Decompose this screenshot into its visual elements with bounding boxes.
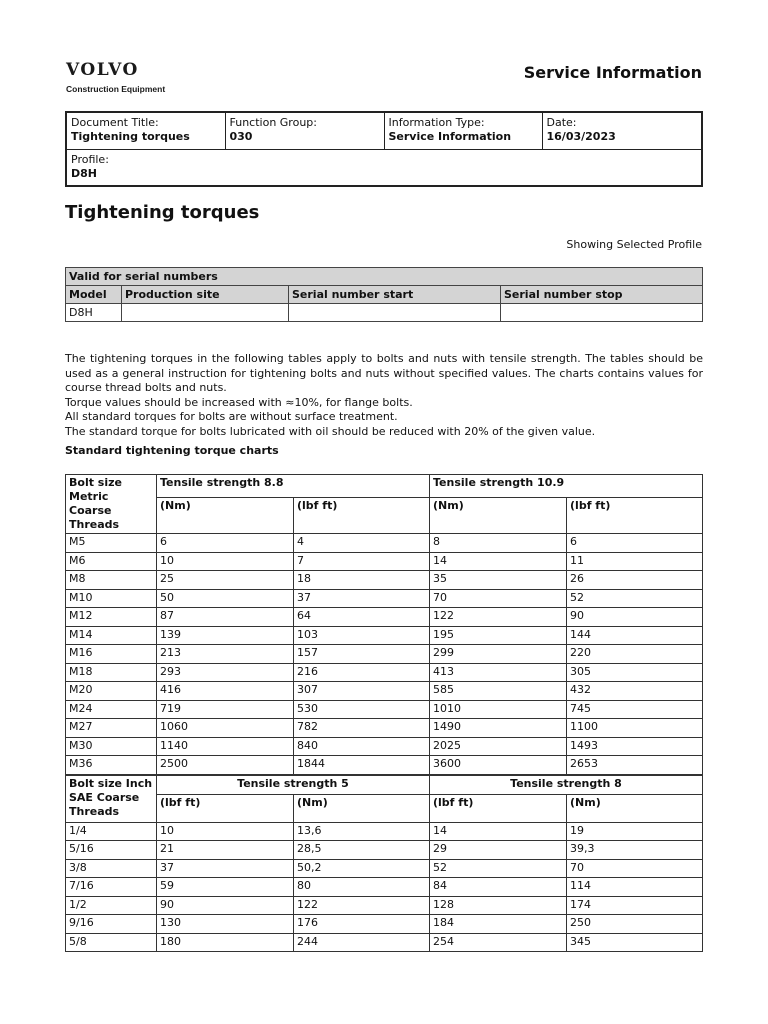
page-title: Tightening torques bbox=[65, 202, 260, 223]
logo-subtitle: Construction Equipment bbox=[66, 84, 166, 94]
bolt-size-cell: 3/8 bbox=[66, 859, 157, 878]
date-label: Date: bbox=[546, 116, 577, 129]
bolt-size-cell: M36 bbox=[66, 756, 157, 775]
logo-wordmark: VOLVO bbox=[66, 60, 139, 80]
torque-value-cell: 50,2 bbox=[294, 859, 430, 878]
torque-value-cell: 299 bbox=[430, 645, 567, 664]
inch-table-row bbox=[66, 859, 703, 878]
bolt-size-cell: M18 bbox=[66, 663, 157, 682]
torque-value-cell: 37 bbox=[157, 859, 294, 878]
torque-value-cell: 70 bbox=[567, 859, 703, 878]
torque-value-cell: 21 bbox=[157, 841, 294, 860]
metric-table-row bbox=[66, 756, 703, 775]
torque-value-cell: 70 bbox=[430, 589, 567, 608]
bolt-size-cell: 5/16 bbox=[66, 841, 157, 860]
torque-value-cell: 1060 bbox=[157, 719, 294, 738]
bolt-size-cell: M5 bbox=[66, 534, 157, 553]
bolt-size-cell: 5/8 bbox=[66, 933, 157, 952]
torque-value-cell: 13,6 bbox=[294, 822, 430, 841]
torque-value-cell: 122 bbox=[430, 608, 567, 627]
intro-paragraph: The tightening torques in the following tables apply to bolts and nuts with tensile strength. The tables should be used as a general instruction for tightening bolts and nuts without specified values. The charts contains values for course thread bolts and nuts. bbox=[65, 352, 703, 394]
torque-value-cell: 6 bbox=[157, 534, 294, 553]
torque-value-cell: 293 bbox=[157, 663, 294, 682]
torque-value-cell: 50 bbox=[157, 589, 294, 608]
torque-value-cell: 6 bbox=[567, 534, 703, 553]
serial-numbers-table bbox=[65, 267, 703, 322]
metric-unit-header: (Nm) bbox=[430, 498, 567, 534]
torque-value-cell: 28,5 bbox=[294, 841, 430, 860]
torque-value-cell: 180 bbox=[157, 933, 294, 952]
torque-value-cell: 80 bbox=[294, 878, 430, 897]
torque-value-cell: 103 bbox=[294, 626, 430, 645]
torque-value-cell: 1010 bbox=[430, 700, 567, 719]
metric-unit-header: (Nm) bbox=[157, 498, 294, 534]
torque-value-cell: 19 bbox=[567, 822, 703, 841]
profile-label: Profile: bbox=[71, 152, 109, 166]
torque-value-cell: 305 bbox=[567, 663, 703, 682]
torque-value-cell: 782 bbox=[294, 719, 430, 738]
torque-value-cell: 25 bbox=[157, 571, 294, 590]
inch-table-row bbox=[66, 896, 703, 915]
torque-value-cell: 14 bbox=[430, 822, 567, 841]
inch-unit-header: (lbf ft) bbox=[157, 794, 294, 822]
torque-value-cell: 4 bbox=[294, 534, 430, 553]
torque-value-cell: 90 bbox=[567, 608, 703, 627]
serial-stop-value bbox=[501, 304, 703, 322]
torque-value-cell: 345 bbox=[567, 933, 703, 952]
metric-table-row bbox=[66, 608, 703, 627]
bolt-size-cell: M14 bbox=[66, 626, 157, 645]
document-title-value: Tightening torques bbox=[71, 130, 190, 143]
torque-value-cell: 157 bbox=[294, 645, 430, 664]
bolt-size-cell: M8 bbox=[66, 571, 157, 590]
torque-value-cell: 307 bbox=[294, 682, 430, 701]
torque-value-cell: 114 bbox=[567, 878, 703, 897]
intro-flange-note: Torque values should be increased with ≈10%, for flange bolts. bbox=[65, 395, 413, 409]
function-group-value: 030 bbox=[229, 130, 253, 143]
serial-header-production-site: Production site bbox=[122, 286, 289, 304]
torque-value-cell: 2500 bbox=[157, 756, 294, 775]
metric-col-bolt-size: Bolt size Metric Coarse Threads bbox=[66, 475, 157, 534]
inch-col-bolt-size: Bolt size Inch SAE Coarse Threads bbox=[66, 776, 157, 823]
metric-table-row bbox=[66, 571, 703, 590]
torque-value-cell: 64 bbox=[294, 608, 430, 627]
profile-value: D8H bbox=[71, 166, 97, 180]
torque-value-cell: 2653 bbox=[567, 756, 703, 775]
torque-value-cell: 128 bbox=[430, 896, 567, 915]
metric-table-row bbox=[66, 645, 703, 664]
chart-heading: Standard tightening torque charts bbox=[65, 444, 279, 457]
bolt-size-cell: 1/4 bbox=[66, 822, 157, 841]
serial-start-value bbox=[289, 304, 501, 322]
bolt-size-cell: 9/16 bbox=[66, 915, 157, 934]
inch-unit-header: (Nm) bbox=[294, 794, 430, 822]
inch-group-8: Tensile strength 8 bbox=[430, 776, 703, 795]
torque-value-cell: 59 bbox=[157, 878, 294, 897]
intro-text bbox=[65, 352, 703, 439]
information-type-value: Service Information bbox=[388, 130, 512, 143]
metric-torque-table bbox=[65, 474, 703, 775]
torque-value-cell: 35 bbox=[430, 571, 567, 590]
volvo-logo bbox=[66, 60, 165, 94]
torque-value-cell: 176 bbox=[294, 915, 430, 934]
torque-value-cell: 413 bbox=[430, 663, 567, 682]
inch-table-row bbox=[66, 933, 703, 952]
torque-value-cell: 8 bbox=[430, 534, 567, 553]
torque-value-cell: 220 bbox=[567, 645, 703, 664]
torque-value-cell: 530 bbox=[294, 700, 430, 719]
serial-header-start: Serial number start bbox=[289, 286, 501, 304]
torque-value-cell: 130 bbox=[157, 915, 294, 934]
torque-value-cell: 719 bbox=[157, 700, 294, 719]
function-group-label: Function Group: bbox=[229, 116, 317, 129]
information-type-label: Information Type: bbox=[388, 116, 485, 129]
metric-group-10-9: Tensile strength 10.9 bbox=[430, 475, 703, 498]
torque-value-cell: 18 bbox=[294, 571, 430, 590]
torque-value-cell: 216 bbox=[294, 663, 430, 682]
bolt-size-cell: M6 bbox=[66, 552, 157, 571]
torque-value-cell: 90 bbox=[157, 896, 294, 915]
torque-value-cell: 139 bbox=[157, 626, 294, 645]
serial-header-model: Model bbox=[66, 286, 122, 304]
torque-value-cell: 10 bbox=[157, 822, 294, 841]
torque-value-cell: 52 bbox=[430, 859, 567, 878]
torque-value-cell: 3600 bbox=[430, 756, 567, 775]
torque-value-cell: 1140 bbox=[157, 737, 294, 756]
inch-table-row bbox=[66, 915, 703, 934]
date-value: 16/03/2023 bbox=[546, 130, 616, 143]
bolt-size-cell: M16 bbox=[66, 645, 157, 664]
torque-value-cell: 84 bbox=[430, 878, 567, 897]
metric-table-row bbox=[66, 663, 703, 682]
intro-surface-note: All standard torques for bolts are without surface treatment. bbox=[65, 410, 398, 423]
torque-value-cell: 14 bbox=[430, 552, 567, 571]
profile-note: Showing Selected Profile bbox=[566, 238, 702, 251]
metric-table-row bbox=[66, 534, 703, 553]
bolt-size-cell: 7/16 bbox=[66, 878, 157, 897]
bolt-size-cell: M10 bbox=[66, 589, 157, 608]
torque-value-cell: 254 bbox=[430, 933, 567, 952]
bolt-size-cell: M12 bbox=[66, 608, 157, 627]
metric-table-body bbox=[66, 534, 703, 775]
inch-unit-header: (lbf ft) bbox=[430, 794, 567, 822]
inch-table-body bbox=[66, 822, 703, 952]
torque-value-cell: 174 bbox=[567, 896, 703, 915]
information-type-cell bbox=[384, 112, 542, 149]
torque-value-cell: 195 bbox=[430, 626, 567, 645]
metric-table-row bbox=[66, 589, 703, 608]
metric-table-row bbox=[66, 682, 703, 701]
torque-value-cell: 432 bbox=[567, 682, 703, 701]
torque-value-cell: 585 bbox=[430, 682, 567, 701]
torque-value-cell: 745 bbox=[567, 700, 703, 719]
serial-header-stop: Serial number stop bbox=[501, 286, 703, 304]
torque-value-cell: 213 bbox=[157, 645, 294, 664]
torque-value-cell: 244 bbox=[294, 933, 430, 952]
torque-value-cell: 1490 bbox=[430, 719, 567, 738]
torque-value-cell: 37 bbox=[294, 589, 430, 608]
torque-value-cell: 10 bbox=[157, 552, 294, 571]
inch-table-row bbox=[66, 841, 703, 860]
serial-model-value: D8H bbox=[66, 304, 122, 322]
torque-value-cell: 52 bbox=[567, 589, 703, 608]
document-title-cell bbox=[66, 112, 225, 149]
torque-value-cell: 840 bbox=[294, 737, 430, 756]
torque-value-cell: 1100 bbox=[567, 719, 703, 738]
torque-value-cell: 26 bbox=[567, 571, 703, 590]
serial-production-site-value bbox=[122, 304, 289, 322]
document-info-table bbox=[65, 111, 703, 187]
document-title-label: Document Title: bbox=[71, 116, 159, 129]
intro-lubrication-note: The standard torque for bolts lubricated with oil should be reduced with 20% of the given value. bbox=[65, 424, 596, 438]
inch-torque-table bbox=[65, 775, 703, 952]
torque-value-cell: 122 bbox=[294, 896, 430, 915]
metric-unit-header: (lbf ft) bbox=[567, 498, 703, 534]
torque-value-cell: 184 bbox=[430, 915, 567, 934]
inch-table-row bbox=[66, 822, 703, 841]
metric-unit-header: (lbf ft) bbox=[294, 498, 430, 534]
torque-value-cell: 39,3 bbox=[567, 841, 703, 860]
bolt-size-cell: M20 bbox=[66, 682, 157, 701]
metric-table-row bbox=[66, 700, 703, 719]
torque-value-cell: 29 bbox=[430, 841, 567, 860]
metric-table-row bbox=[66, 626, 703, 645]
bolt-size-cell: M27 bbox=[66, 719, 157, 738]
profile-cell bbox=[66, 149, 702, 186]
metric-group-8-8: Tensile strength 8.8 bbox=[157, 475, 430, 498]
bolt-size-cell: 1/2 bbox=[66, 896, 157, 915]
torque-value-cell: 11 bbox=[567, 552, 703, 571]
metric-table-row bbox=[66, 719, 703, 738]
metric-table-row bbox=[66, 737, 703, 756]
bolt-size-cell: M24 bbox=[66, 700, 157, 719]
torque-value-cell: 87 bbox=[157, 608, 294, 627]
inch-group-5: Tensile strength 5 bbox=[157, 776, 430, 795]
torque-value-cell: 2025 bbox=[430, 737, 567, 756]
bolt-size-cell: M30 bbox=[66, 737, 157, 756]
date-cell bbox=[542, 112, 702, 149]
torque-value-cell: 250 bbox=[567, 915, 703, 934]
torque-value-cell: 1493 bbox=[567, 737, 703, 756]
torque-value-cell: 1844 bbox=[294, 756, 430, 775]
inch-unit-header: (Nm) bbox=[567, 794, 703, 822]
service-information-title: Service Information bbox=[523, 63, 702, 82]
function-group-cell bbox=[225, 112, 384, 149]
inch-table-row bbox=[66, 878, 703, 897]
torque-value-cell: 144 bbox=[567, 626, 703, 645]
torque-value-cell: 7 bbox=[294, 552, 430, 571]
metric-table-row bbox=[66, 552, 703, 571]
serial-table-caption: Valid for serial numbers bbox=[66, 268, 703, 286]
torque-value-cell: 416 bbox=[157, 682, 294, 701]
